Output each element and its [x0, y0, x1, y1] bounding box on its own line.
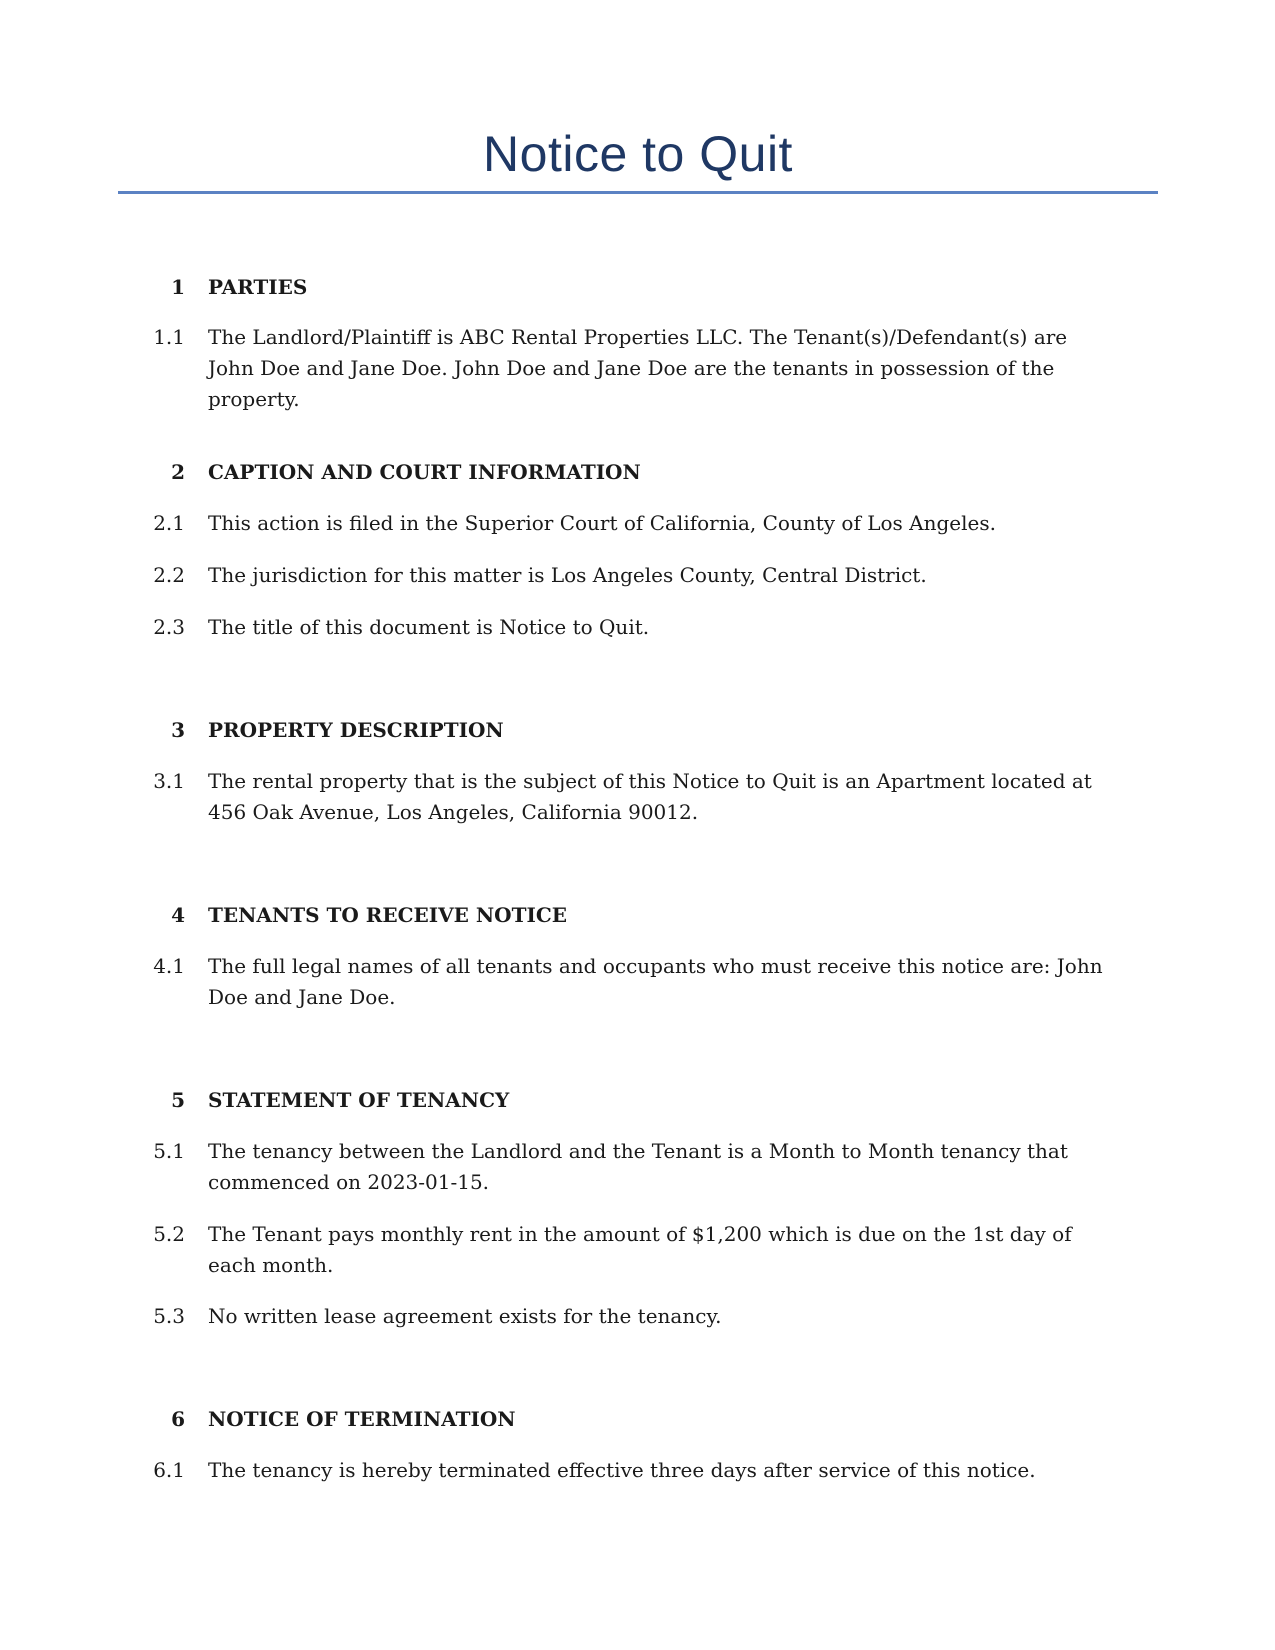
- clause-number: 5.1: [153, 1139, 185, 1163]
- clause-number: 1.1: [153, 325, 185, 349]
- section-number: 3: [171, 718, 185, 742]
- clause-text: The full legal names of all tenants and occupants who must receive this notice are: John Doe and Jane Doe.: [208, 954, 1103, 1009]
- clause-number: 4.1: [153, 954, 185, 978]
- clause-text: The Landlord/Plaintiff is ABC Rental Properties LLC. The Tenant(s)/Defendant(s) are John Doe and Jane Doe. John Doe and Jane Doe are the tenants in possession of the property.: [208, 325, 1068, 411]
- clause-number: 3.1: [153, 769, 185, 793]
- clause-number: 5.2: [153, 1222, 185, 1246]
- clause-text: The tenancy between the Landlord and the Tenant is a Month to Month tenancy that commenced on 2023-01-15.: [208, 1139, 1068, 1194]
- clause-text: The title of this document is Notice to Quit.: [208, 615, 650, 639]
- section-title: PROPERTY DESCRIPTION: [208, 718, 504, 742]
- section-number: 4: [171, 903, 185, 927]
- clause-text: This action is filed in the Superior Court of California, County of Los Angeles.: [208, 511, 996, 535]
- clause-text: No written lease agreement exists for the tenancy.: [208, 1304, 722, 1328]
- section-number: 1: [171, 275, 185, 299]
- clause-text: The rental property that is the subject of this Notice to Quit is an Apartment located at 456 Oak Avenue, Los Angeles, California 90012.: [208, 769, 1092, 824]
- clause-number: 2.1: [153, 511, 185, 535]
- clause-number: 2.3: [153, 615, 185, 639]
- section-number: 2: [171, 460, 185, 484]
- section-title: TENANTS TO RECEIVE NOTICE: [208, 903, 567, 927]
- section-number: 5: [171, 1088, 185, 1112]
- section-title: CAPTION AND COURT INFORMATION: [208, 460, 641, 484]
- page-title: Notice to Quit: [483, 126, 793, 182]
- clause-text: The tenancy is hereby terminated effective three days after service of this notice.: [208, 1458, 1036, 1482]
- clause-number: 5.3: [153, 1304, 185, 1328]
- section-title: STATEMENT OF TENANCY: [208, 1088, 510, 1112]
- section-title: PARTIES: [208, 275, 308, 299]
- clause-text: The jurisdiction for this matter is Los Angeles County, Central District.: [208, 563, 927, 587]
- clause-number: 6.1: [153, 1458, 185, 1482]
- clause-text: The Tenant pays monthly rent in the amount of $1,200 which is due on the 1st day of each month.: [208, 1222, 1072, 1277]
- title-divider: [118, 191, 1158, 194]
- clause-number: 2.2: [153, 563, 185, 587]
- section-title: NOTICE OF TERMINATION: [208, 1407, 516, 1431]
- section-number: 6: [171, 1407, 185, 1431]
